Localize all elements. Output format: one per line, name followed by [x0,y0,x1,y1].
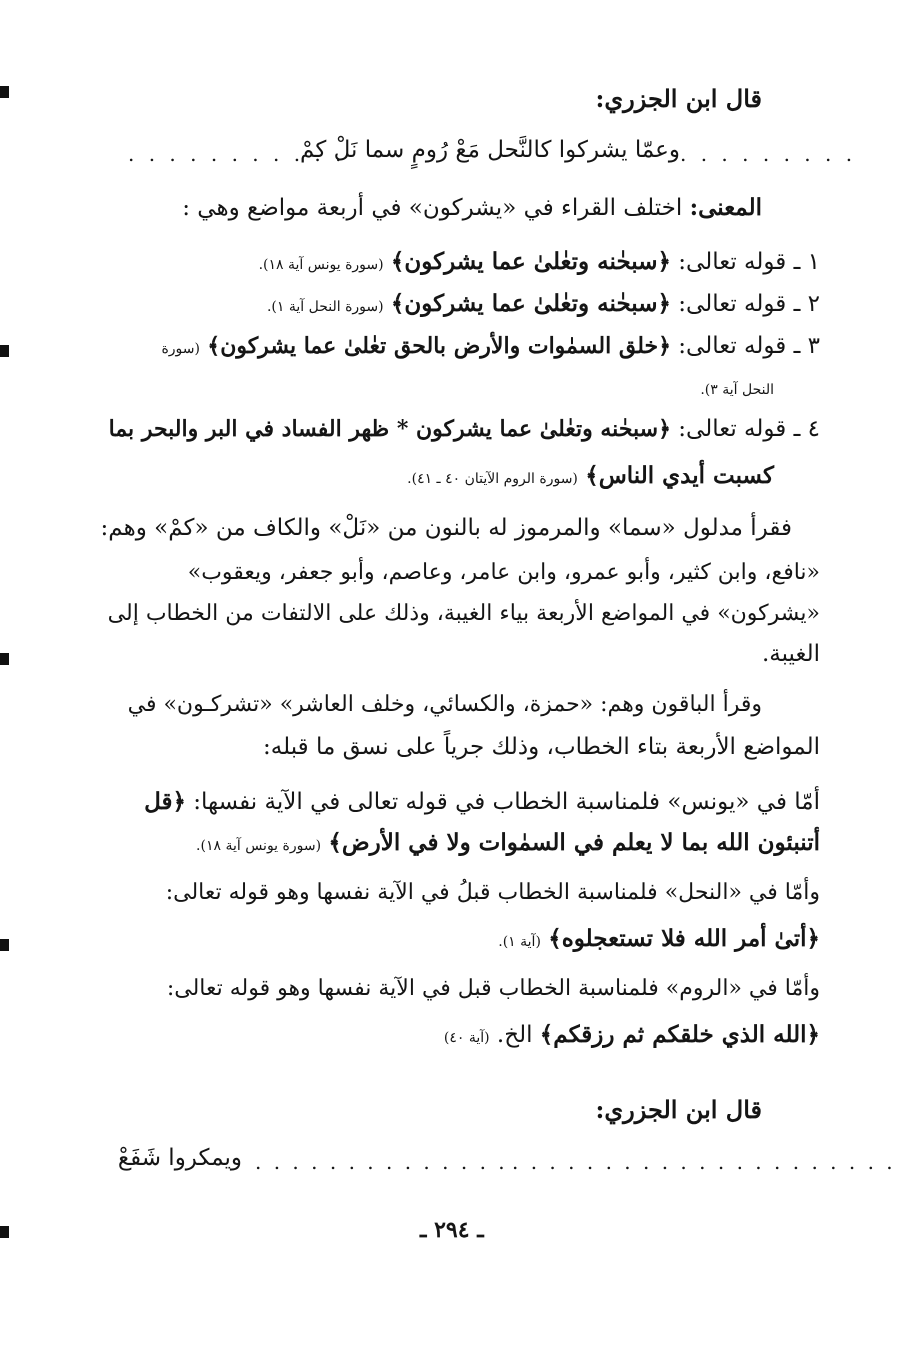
quran-quote: ﴿أتىٰ أمر الله فلا تستعجلوه﴾ [548,925,820,952]
paragraph-line [444,1021,820,1048]
citation: (آية ٤٠) [443,1030,490,1046]
paragraph-line: وأمّا في «النحل» فلمناسبة الخطاب قبلُ في الآية نفسها وهو قوله تعالى: [165,880,820,905]
item-lead: قوله تعالى: [678,291,787,317]
paragraph-text: أمّا في «يونس» فلمناسبة الخطاب في قوله تعالى في الآية نفسها: [193,789,820,815]
item-number: ١ ـ [793,249,820,275]
citation: (سورة يونس آية ١٨). [258,257,384,273]
citation: (سورة النحل آية ١). [266,299,384,315]
meaning-label: المعنى: [689,194,762,221]
page-number: ـ ٢٩٤ ـ [420,1217,484,1243]
citation: (سورة الروم الآيتان ٤٠ ـ ٤١). [407,471,578,487]
item-lead: قوله تعالى: [678,333,787,359]
quran-quote: ﴿سبحٰنه وتعٰلىٰ عما يشركون﴾ [390,290,671,317]
item-number: ٢ ـ [793,291,820,317]
list-item [267,290,820,317]
verse-line: ويمكروا شَفَعْ [117,1145,242,1171]
quran-quote: ﴿خلق السمٰوات والأرض بالحق تعٰلىٰ عما يشركون﴾ [207,333,671,359]
list-item [161,333,820,359]
quran-quote: ﴿الله الذي خلقكم ثم رزقكم﴾ [539,1021,820,1048]
verse-line: وعمّا يشركوا كالنَّحل مَعْ رُومٍ سما نَلْ كمْ [300,137,680,163]
list-item [109,416,820,442]
section-heading: قال ابن الجزري: [595,84,762,113]
citation-continued: النحل آية ٣). [700,382,774,398]
quran-quote: ﴿سبحٰنه وتعٰلىٰ عما يشركون * ظهر الفساد في البر والبحر بما [108,416,671,442]
scan-mark [0,1226,9,1238]
section-heading: قال ابن الجزري: [595,1095,762,1124]
quran-quote: ﴿سبحٰنه وتعٰلىٰ عما يشركون﴾ [390,248,671,275]
citation: (سورة [161,341,200,357]
paragraph-line: فقرأ مدلول «سما» والمرموز له بالنون من «نَلْ» والكاف من «كمْ» وهم: [100,515,792,541]
paragraph-line: الغيبة. [761,641,820,667]
quran-quote: ﴿قل [144,788,186,815]
scan-mark [0,939,9,951]
citation: (آية ١). [498,934,541,950]
meaning-intro [182,194,762,221]
citation: (سورة يونس آية ١٨). [196,838,322,854]
paragraph-line: المواضع الأربعة بتاء الخطاب، وذلك جرياً على نسق ما قبله: [263,734,820,760]
item-lead: قوله تعالى: [678,249,787,275]
paragraph-line: «نافع، وابن كثير، وأبو عمرو، وابن عامر، وعاصم، وأبو جعفر، ويعقوب» [187,560,820,585]
list-item-continued [407,462,774,489]
item-lead: قوله تعالى: [678,416,787,442]
quran-quote: أتنبئون الله بما لا يعلم في السمٰوات ولا في الأرض﴾ [328,829,820,856]
list-item [259,248,820,275]
verse-ellipsis-left: . . . . . . . . . . . [128,142,346,166]
item-number: ٣ ـ [793,333,820,359]
paragraph-line [498,925,820,952]
verse-ellipsis-right: . . . . . . . . . [680,142,857,166]
paragraph-line: «يشركون» في المواضع الأربعة بياء الغيبة، وذلك على الالتفات من الخطاب إلى [107,601,820,626]
item-number: ٤ ـ [793,416,820,442]
meaning-text: اختلف القراء في «يشركون» في أربعة مواضع وهي : [182,195,683,221]
scan-mark [0,345,9,357]
paragraph-text: الخ. [496,1022,533,1048]
scan-mark [0,653,9,665]
scan-mark [0,86,9,98]
paragraph-line [144,788,820,815]
verse-ellipsis-mid: . . . . . . . . . . . . . . [255,1150,508,1174]
paragraph-line: وأمّا في «الروم» فلمناسبة الخطاب قبل في الآية نفسها وهو قوله تعالى: [166,976,820,1001]
quran-quote: كسبت أيدي الناس﴾ [585,462,774,489]
paragraph-line: وقرأ الباقون وهم: «حمزة، والكسائي، وخلف العاشر» «تشركـون» في [127,692,762,717]
verse-ellipsis-left: . . . . . . . . . . . . . . . . . . . . . [512,1150,896,1174]
paragraph-line [196,829,820,856]
